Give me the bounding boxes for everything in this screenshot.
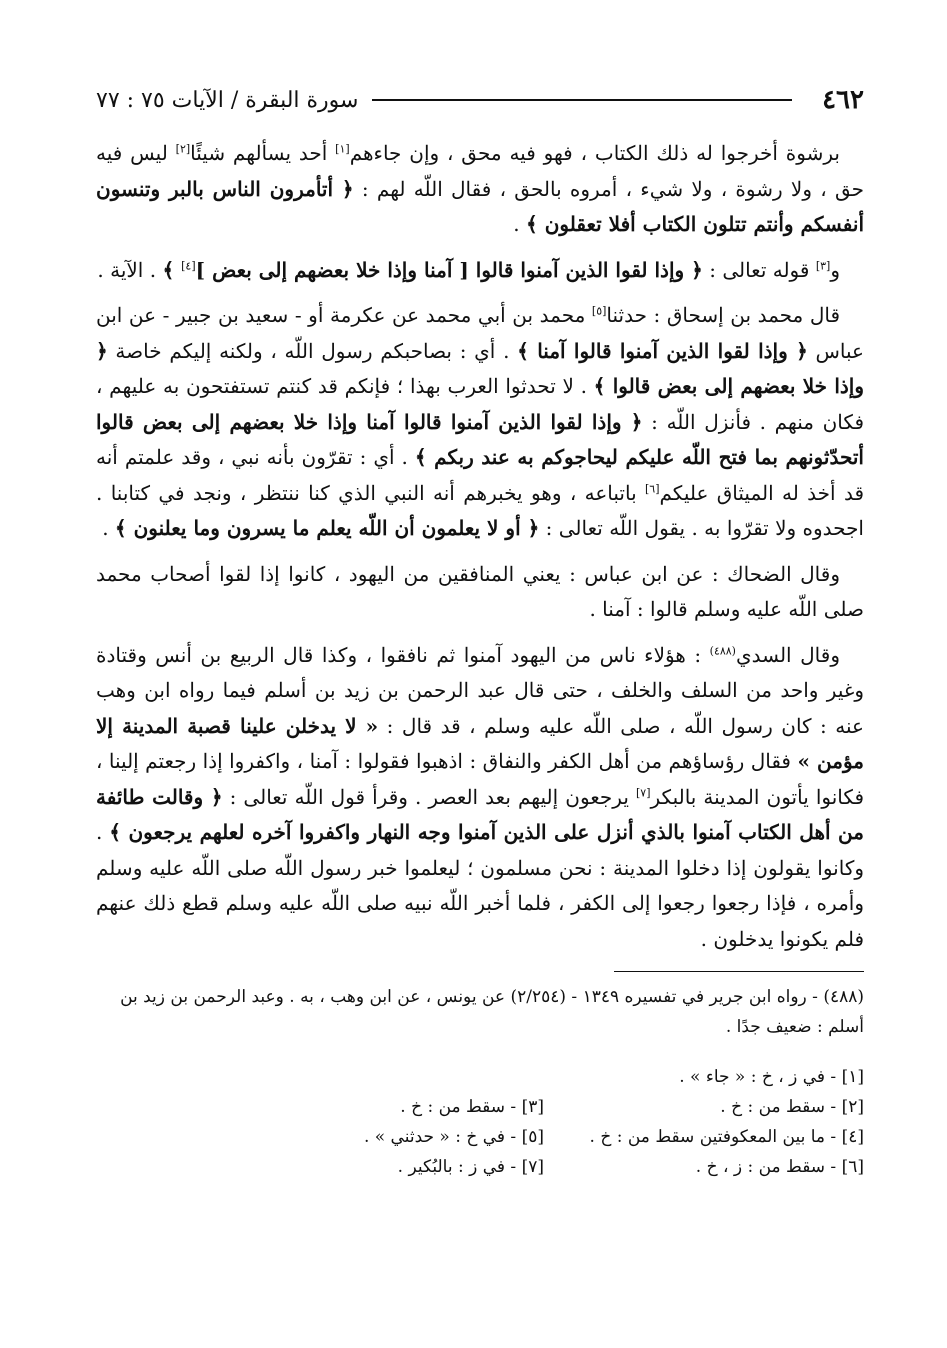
paragraph [96, 253, 864, 289]
manuscript-variant-notes [264, 1062, 864, 1182]
quran-quote: ﴿ أتأمرون الناس بالبر وتنسون أنفسكم وأنتم تتلون الكتاب أفلا تعقلون ﴾ [96, 176, 864, 236]
paragraph [96, 557, 864, 628]
text-segment: يرجعون إليهم بعد العصر . وقرأ قول اللّه تعالى : [222, 784, 636, 809]
text-segment: وقال السدي [735, 642, 840, 667]
text-segment: و [830, 257, 840, 282]
quran-quote: ﴿ وإذا خلا بعضهم إلى بعض قالوا ﴾ [96, 338, 865, 398]
page-header [96, 80, 864, 120]
text-segment: وقال الضحاك : عن ابن عباس : يعني المنافقين من اليهود ، كانوا إذا لقوا أصحاب محمد صلى اللّه عليه وسلم قالوا : آمنا . [96, 561, 864, 621]
paragraph [96, 298, 864, 547]
main-text [96, 136, 864, 957]
text-segment: أحد يسألهم شيئًا [190, 141, 336, 165]
quran-quote: ﴿ وإذا لقوا الذين آمنوا قالوا آمنا وإذا خلا بعضهم إلى بعض قالوا أتحدّثونهم بما فتح اللّه عليكم ليحاجوكم به عند ربكم ﴾ [96, 409, 864, 469]
variant-note: [١] - في ز ، خ : « جاء » . [679, 1067, 864, 1087]
text-segment: . أي : بصاحبكم رسول اللّه ، ولكنه إليكم خاصة [107, 338, 518, 363]
text-segment: قال محمد بن إسحاق : حدثنا [606, 303, 841, 327]
quran-quote: ﴿ وقالت طائفة من أهل الكتاب آمنوا بالذي أنزل على الذين آمنوا وجه النهار واكفروا آخره لعلهم يرجعون ﴾ [96, 784, 864, 844]
book-page [96, 80, 864, 1182]
variant-note: [٣] - سقط من : خ . [400, 1097, 544, 1117]
paragraph [96, 136, 864, 243]
page-number: ٤٦٢ [822, 85, 864, 115]
text-segment: فقال رؤساؤهم من أهل الكفر والنفاق : اذهبوا فقولوا : آمنا ، واكفروا إذا رجعتم إلينا ، فكانوا يأتون المدينة بالبكر [96, 749, 864, 809]
note-marker: [٢] [175, 142, 191, 156]
hadith-footnote: (٤٨٨) - رواه ابن جرير في تفسيره ١٣٤٩ - (٢/٢٥٤) عن يونس ، عن ابن وهب ، به . وعبد الرحمن بن زيد بن أسلم : ضعيف جدًا . [120, 987, 864, 1037]
text-segment: باتباعه ، وهو يخبرهم أنه النبي الذي كنا ننتظر ، ونجد في كتابنا . اجحدوه ولا تقرّوا به . يقول اللّه تعالى : [96, 480, 864, 540]
variant-note: [٤] - ما بين المعكوفتين سقط من : خ . [589, 1127, 864, 1147]
variant-note: [٢] - سقط من : خ . [720, 1097, 864, 1117]
text-segment: . الآية . [97, 257, 163, 282]
quran-quote: ﴿ وإذا لقوا الذين آمنوا قالوا [ آمنا وإذا خلا بعضهم إلى بعض ] [195, 257, 703, 282]
quran-quote: ﴿ وإذا لقوا الذين آمنوا قالوا آمنا ﴾ [517, 338, 808, 363]
paragraph [96, 638, 864, 958]
variant-note: [٥] - في خ : « حدثني » . [363, 1127, 544, 1147]
quran-quote: ﴾ [162, 257, 182, 282]
note-marker: [٧] [635, 785, 651, 799]
quran-quote: « لا يدخلن علينا قصبة المدينة إلا مؤمن » [96, 713, 864, 773]
text-segment: : هؤلاء ناس من اليهود آمنوا ثم نافقوا ، وكذا قال الربيع بن أنس وقتادة وغير واحد من السلف والخلف ، حتى قال عبد الرحمن بن زيد بن أسلم فيما رواه ابن وهب عنه : كان رسول اللّه ، صلى اللّه عليه وسلم ، قد قال : [96, 642, 864, 738]
text-segment: ليس فيه حق ، ولا رشوة ، ولا شيء ، أمروه بالحق ، فقال اللّه لهم : [96, 141, 864, 201]
variant-note: [٦] - سقط من : ز ، خ . [695, 1157, 864, 1177]
text-segment: . [513, 212, 527, 236]
text-segment: برشوة أخرجوا له ذلك الكتاب ، فهو فيه محق ، وإن جاءهم [349, 141, 840, 165]
note-marker: [٥] [591, 304, 607, 318]
text-segment: . وكانوا يقولون إذا دخلوا المدينة : نحن مسلمون ؛ ليعلموا خبر رسول اللّه صلى اللّه عليه وسلم وأمره ، فإذا رجعوا رجعوا إلى الكفر ، فلما أخبر اللّه نبيه صلى اللّه عليه وسلم قطع ذلك عنهم فلم يكونوا يدخلون . [96, 820, 864, 951]
variant-note [264, 1062, 544, 1092]
text-segment: . [102, 516, 115, 540]
text-segment: . لا تحدثوا العرب بهذا ؛ فإنكم قد كنتم تستفتحون به عليهم ، فكان منهم . فأنزل اللّه : [96, 374, 864, 434]
variant-note: [٧] - في ز : بالبُكير . [397, 1157, 544, 1177]
footnote-separator [614, 971, 864, 972]
note-marker: [٤] [181, 258, 196, 272]
note-marker: [١] [335, 142, 350, 156]
note-marker: (٤٨٨) [709, 643, 736, 657]
running-title: سورة البقرة / الآيات ٧٥ : ٧٧ [96, 87, 359, 113]
text-segment: . أي : تقرّون بأنه نبي ، وقد علمتم أنه قد أخذ له الميثاق عليكم [96, 445, 864, 505]
note-marker: [٣] [815, 258, 831, 272]
header-rule [372, 99, 792, 101]
quran-quote: ﴿ أو لا يعلمون أن اللّه يعلم ما يسرون وما يعلنون ﴾ [114, 516, 540, 540]
note-marker: [٦] [644, 481, 660, 495]
text-segment: محمد بن أبي محمد عن عكرمة أو - سعيد بن جبير - عن ابن عباس [96, 303, 864, 363]
text-segment: قوله تعالى : [702, 257, 816, 282]
